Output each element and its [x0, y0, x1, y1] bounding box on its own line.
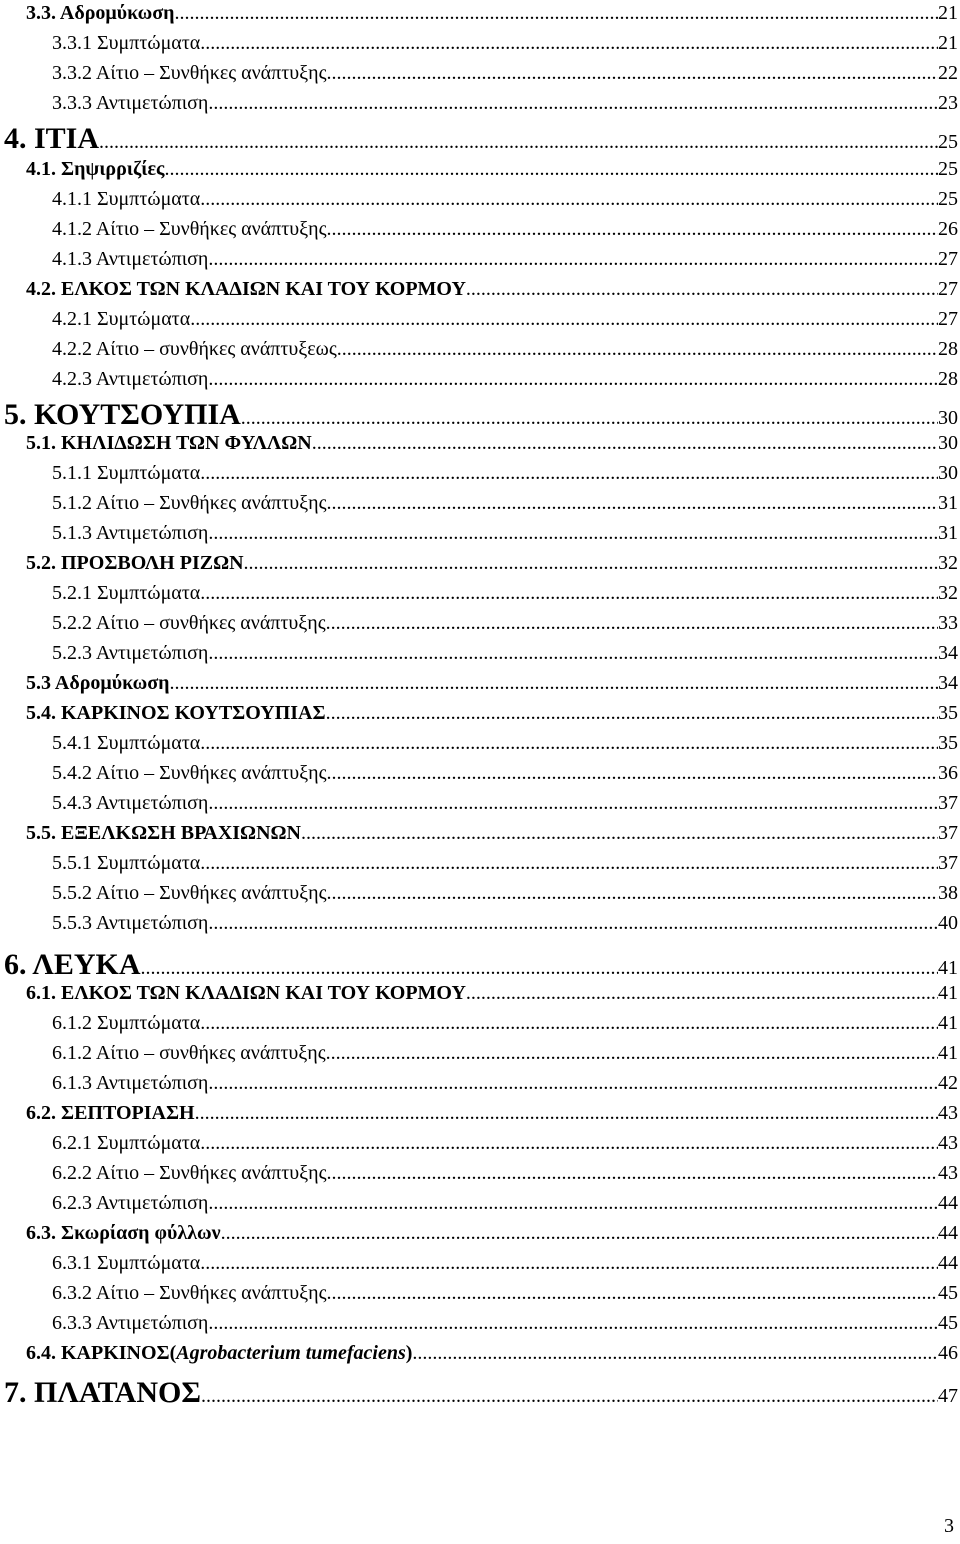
toc-page-number: 41: [938, 982, 958, 1004]
toc-page-number: 37: [938, 852, 958, 874]
toc-entry[interactable]: [52, 1192, 958, 1215]
toc-leader-dots: [200, 1012, 938, 1035]
toc-entry-label: 7. ΠΛΑΤΑΝΟΣ: [4, 1376, 201, 1409]
toc-entry[interactable]: [26, 672, 958, 695]
toc-page-number: 45: [938, 1312, 958, 1334]
toc-leader-dots: [337, 338, 938, 361]
toc-entry[interactable]: [52, 218, 958, 241]
toc-leader-dots: [200, 732, 938, 755]
toc-entry[interactable]: [52, 882, 958, 905]
toc-entry[interactable]: [26, 822, 958, 845]
toc-leader-dots: [195, 1102, 938, 1125]
toc-page-number: 32: [938, 582, 958, 604]
toc-page-number: 35: [938, 732, 958, 754]
toc-entry-label: 5.1.1 Συμπτώματα: [52, 462, 201, 484]
toc-page-number: 43: [938, 1132, 958, 1154]
toc-leader-dots: [326, 702, 938, 725]
toc-entry-label: 6.1. ΕΛΚΟΣ ΤΩΝ ΚΛΑΔΙΩΝ ΚΑΙ ΤΟΥ ΚΟΡΜΟΥ: [26, 982, 466, 1004]
toc-entry[interactable]: [52, 792, 958, 815]
toc-leader-dots: [200, 1132, 938, 1155]
toc-page-number: 41: [938, 957, 958, 979]
page-number: 3: [944, 1515, 954, 1537]
toc-entry[interactable]: [4, 122, 958, 156]
toc-leader-dots: [170, 672, 938, 695]
toc-page-number: 41: [938, 1012, 958, 1034]
toc-entry-label: 6.3.3 Αντιμετώπιση: [52, 1312, 209, 1334]
toc-entry[interactable]: [26, 702, 958, 725]
toc-page-number: 30: [938, 432, 958, 454]
toc-entry-label: 4.2.1 Συμτώματα: [52, 308, 191, 330]
toc-entry[interactable]: [52, 1162, 958, 1185]
toc-entry[interactable]: [52, 92, 958, 115]
toc-leader-dots: [327, 492, 939, 515]
toc-leader-dots: [326, 1042, 938, 1065]
toc-entry[interactable]: [52, 188, 958, 211]
toc-page-number: 21: [938, 32, 958, 54]
toc-entry-label: 4.1.1 Συμπτώματα: [52, 188, 201, 210]
toc-entry-label: 5.5. ΕΞΕΛΚΩΣΗ ΒΡΑΧΙΩΝΩΝ: [26, 822, 301, 844]
toc-entry-label: 6.2.1 Συμπτώματα: [52, 1132, 201, 1154]
toc-entry-label: 6.4. ΚΑΡΚΙΝΟΣ(Agrobacterium tumefaciens): [26, 1342, 413, 1364]
toc-entry[interactable]: [4, 948, 958, 982]
toc-page-number: 37: [938, 792, 958, 814]
toc-page-number: 32: [938, 552, 958, 574]
toc-page-number: 37: [938, 822, 958, 844]
toc-entry[interactable]: [52, 462, 958, 485]
toc-page-number: 33: [938, 612, 958, 634]
toc-leader-dots: [208, 522, 938, 545]
toc-entry[interactable]: [52, 612, 958, 635]
toc-leader-dots: [141, 957, 938, 980]
toc-page-number: 26: [938, 218, 958, 240]
toc-leader-dots: [412, 1342, 938, 1365]
toc-entry-label: 3.3.2 Αίτιο – Συνθήκες ανάπτυξης: [52, 62, 327, 84]
toc-leader-dots: [200, 852, 938, 875]
toc-leader-dots: [208, 792, 938, 815]
toc-leader-dots: [208, 92, 938, 115]
toc-entry[interactable]: [52, 582, 958, 605]
toc-page-number: 34: [938, 642, 958, 664]
toc-entry[interactable]: [52, 1042, 958, 1065]
toc-entry-label: 4.1. Σηψιρριζίες: [26, 158, 165, 180]
toc-entry[interactable]: [52, 308, 958, 331]
toc-leader-dots: [208, 1192, 938, 1215]
toc-entry-label: 5.2.3 Αντιμετώπιση: [52, 642, 209, 664]
toc-entry-label: 5.2.1 Συμπτώματα: [52, 582, 201, 604]
toc-entry[interactable]: [26, 552, 958, 575]
toc-page-number: 44: [938, 1222, 958, 1244]
toc-entry[interactable]: [52, 492, 958, 515]
toc-entry[interactable]: [26, 432, 958, 455]
toc-entry-label-tail: ): [405, 1342, 413, 1364]
toc-entry-label: 4.1.2 Αίτιο – Συνθήκες ανάπτυξης: [52, 218, 327, 240]
toc-leader-dots: [164, 158, 938, 181]
toc-entry-label: 6.2.2 Αίτιο – Συνθήκες ανάπτυξης: [52, 1162, 327, 1184]
toc-leader-dots: [301, 822, 938, 845]
toc-entry[interactable]: [52, 912, 958, 935]
toc-entry-label: 5.4.2 Αίτιο – Συνθήκες ανάπτυξης: [52, 762, 327, 784]
toc-page-number: 36: [938, 762, 958, 784]
toc-page-number: 28: [938, 368, 958, 390]
toc-leader-dots: [200, 462, 938, 485]
toc-entry[interactable]: [26, 158, 958, 181]
toc-entry[interactable]: [26, 982, 958, 1005]
toc-entry-label: 5.2. ΠΡΟΣΒΟΛΗ ΡΙΖΩΝ: [26, 552, 244, 574]
toc-leader-dots: [208, 1072, 938, 1095]
toc-page-number: 35: [938, 702, 958, 724]
toc-entry-label: 4.1.3 Αντιμετώπιση: [52, 248, 209, 270]
toc-page-number: 45: [938, 1282, 958, 1304]
toc-entry-label: 5.5.1 Συμπτώματα: [52, 852, 201, 874]
toc-page-number: 38: [938, 882, 958, 904]
toc-leader-dots: [200, 188, 938, 211]
toc-entry-label: 6.3.1 Συμπτώματα: [52, 1252, 201, 1274]
toc-page-number: 25: [938, 131, 958, 153]
toc-leader-dots: [327, 1282, 939, 1305]
toc-entry-label: 6. ΛΕΥΚΑ: [4, 948, 141, 981]
toc-entry[interactable]: [52, 732, 958, 755]
toc-page-number: 43: [938, 1102, 958, 1124]
toc-entry-label: 6.1.2 Συμπτώματα: [52, 1012, 201, 1034]
toc-entry-label: 5.5.2 Αίτιο – Συνθήκες ανάπτυξης: [52, 882, 327, 904]
toc-entry-label: 5. ΚΟΥΤΣΟΥΠΙΑ: [4, 398, 241, 431]
toc-entry-label: 5.4.1 Συμπτώματα: [52, 732, 201, 754]
toc-page-number: 44: [938, 1192, 958, 1214]
toc-leader-dots: [327, 1162, 939, 1185]
toc-page-number: 46: [938, 1342, 958, 1364]
toc-entry-label: 5.2.2 Αίτιο – συνθήκες ανάπτυξης: [52, 612, 326, 634]
toc-entry-label: 6.1.2 Αίτιο – συνθήκες ανάπτυξης: [52, 1042, 326, 1064]
toc-page-number: 30: [938, 462, 958, 484]
toc-entry-label: 5.5.3 Αντιμετώπιση: [52, 912, 209, 934]
toc-leader-dots: [244, 552, 938, 575]
toc-leader-dots: [327, 762, 939, 785]
toc-leader-dots: [208, 642, 938, 665]
toc-page-number: 31: [938, 522, 958, 544]
toc-page-number: 42: [938, 1072, 958, 1094]
toc-entry-label: 5.1.2 Αίτιο – Συνθήκες ανάπτυξης: [52, 492, 327, 514]
toc-page-number: 31: [938, 492, 958, 514]
toc-page-number: 41: [938, 1042, 958, 1064]
toc-entry-label: 5.4. ΚΑΡΚΙΝΟΣ ΚΟΥΤΣΟΥΠΙΑΣ: [26, 702, 326, 724]
toc-leader-dots: [208, 368, 938, 391]
toc-leader-dots: [200, 582, 938, 605]
toc-entry-label: 5.3 Αδρομύκωση: [26, 672, 170, 694]
toc-entry[interactable]: [52, 852, 958, 875]
toc-entry[interactable]: [52, 762, 958, 785]
toc-page-number: 34: [938, 672, 958, 694]
toc-entry-label: 6.1.3 Αντιμετώπιση: [52, 1072, 209, 1094]
toc-entry-label: 5.1.3 Αντιμετώπιση: [52, 522, 209, 544]
toc-entry-label: 3.3.1 Συμπτώματα: [52, 32, 201, 54]
toc-entry-label: 3.3. Αδρομύκωση: [26, 2, 175, 24]
toc-leader-dots: [327, 882, 939, 905]
toc-leader-dots: [175, 2, 938, 25]
toc-entry[interactable]: [52, 248, 958, 271]
toc-entry[interactable]: [26, 1342, 958, 1365]
toc-entry[interactable]: [26, 2, 958, 25]
toc-entry[interactable]: [4, 398, 958, 432]
toc-page-number: 22: [938, 62, 958, 84]
toc-leader-dots: [190, 308, 938, 331]
toc-entry-italic: Agrobacterium tumefaciens: [176, 1342, 406, 1364]
toc-entry[interactable]: [52, 1012, 958, 1035]
toc-leader-dots: [200, 32, 938, 55]
toc-leader-dots: [208, 912, 938, 935]
toc-entry[interactable]: [52, 1072, 958, 1095]
toc-entry[interactable]: [52, 62, 958, 85]
toc-leader-dots: [312, 432, 938, 455]
toc-entry[interactable]: [52, 338, 958, 361]
toc-leader-dots: [99, 131, 938, 154]
toc-page-number: 43: [938, 1162, 958, 1184]
toc-entry-label: 5.1. ΚΗΛΙΔΩΣΗ ΤΩΝ ΦΥΛΛΩΝ: [26, 432, 312, 454]
toc-page-number: 44: [938, 1252, 958, 1274]
toc-page-number: 27: [938, 308, 958, 330]
toc-leader-dots: [201, 1385, 938, 1408]
toc-entry[interactable]: [52, 368, 958, 391]
toc-entry[interactable]: [52, 32, 958, 55]
toc-entry-label: 4. ΙΤΙΑ: [4, 122, 100, 155]
toc-page-number: 27: [938, 278, 958, 300]
toc-page-number: 27: [938, 248, 958, 270]
toc-entry-label: 6.3. Σκωρίαση φύλλων: [26, 1222, 221, 1244]
toc-entry-label: 4.2. ΕΛΚΟΣ ΤΩΝ ΚΛΑΔΙΩΝ ΚΑΙ ΤΟΥ ΚΟΡΜΟΥ: [26, 278, 466, 300]
toc-page-number: 30: [938, 407, 958, 429]
toc-leader-dots: [326, 612, 938, 635]
toc-leader-dots: [466, 278, 938, 301]
toc-leader-dots: [327, 62, 939, 85]
toc-entry-label: 4.2.2 Αίτιο – συνθήκες ανάπτυξεως: [52, 338, 337, 360]
toc-page-number: 28: [938, 338, 958, 360]
toc-page-number: 25: [938, 188, 958, 210]
toc-page-number: 47: [938, 1385, 958, 1407]
toc-entry[interactable]: [26, 1222, 958, 1245]
toc-entry[interactable]: [52, 1282, 958, 1305]
toc-entry[interactable]: [52, 1132, 958, 1155]
toc-leader-dots: [208, 248, 938, 271]
toc-entry-label: 4.2.3 Αντιμετώπιση: [52, 368, 209, 390]
toc-entry[interactable]: [52, 642, 958, 665]
toc-entry[interactable]: [52, 522, 958, 545]
toc-entry[interactable]: [26, 278, 958, 301]
toc-entry[interactable]: [52, 1312, 958, 1335]
toc-entry[interactable]: [52, 1252, 958, 1275]
toc-entry-label: 5.4.3 Αντιμετώπιση: [52, 792, 209, 814]
toc-page-number: 21: [938, 2, 958, 24]
toc-leader-dots: [327, 218, 939, 241]
toc-entry-label: 6.2.3 Αντιμετώπιση: [52, 1192, 209, 1214]
toc-entry-label: 6.2. ΣΕΠΤΟΡΙΑΣΗ: [26, 1102, 195, 1124]
toc-leader-dots: [241, 407, 938, 430]
toc-page-number: 23: [938, 92, 958, 114]
toc-leader-dots: [466, 982, 938, 1005]
toc-page-number: 40: [938, 912, 958, 934]
toc-entry[interactable]: [26, 1102, 958, 1125]
toc-leader-dots: [200, 1252, 938, 1275]
toc-entry-label: 3.3.3 Αντιμετώπιση: [52, 92, 209, 114]
toc-entry-label: 6.3.2 Αίτιο – Συνθήκες ανάπτυξης: [52, 1282, 327, 1304]
toc-leader-dots: [208, 1312, 938, 1335]
toc-page-number: 25: [938, 158, 958, 180]
toc-leader-dots: [221, 1222, 938, 1245]
toc-entry[interactable]: [4, 1376, 958, 1410]
